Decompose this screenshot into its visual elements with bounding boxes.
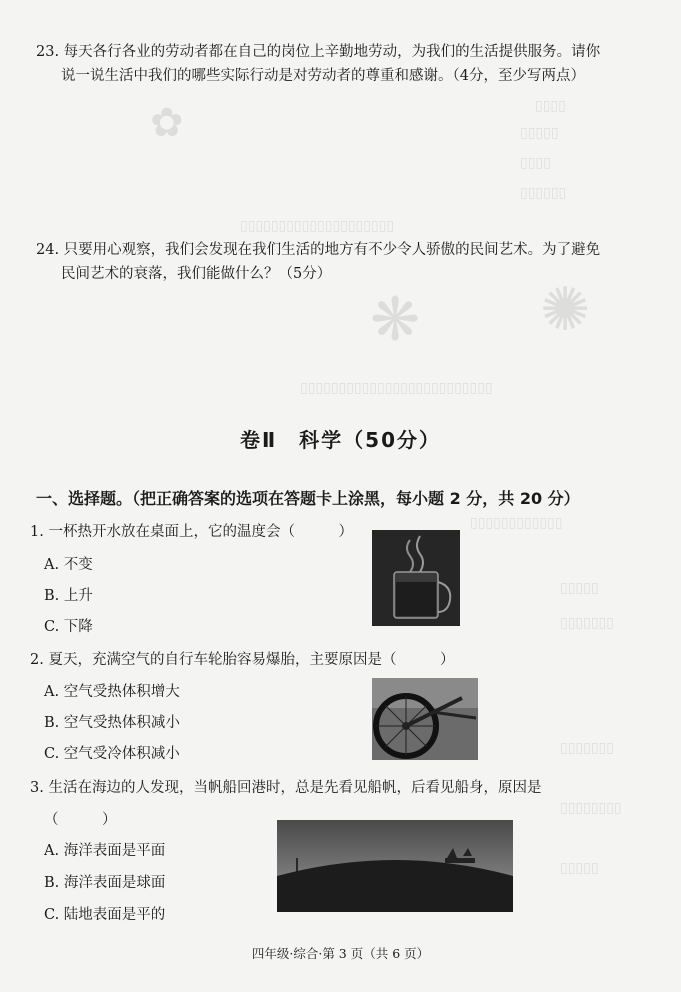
- bleed-through-mark: ▯▯▯▯▯▯▯: [560, 615, 614, 631]
- question-23-line-1: [36, 40, 600, 61]
- mc-question-2-option-a: A. 空气受热体积增大: [44, 684, 180, 700]
- hot-water-cup-photo: [372, 530, 460, 626]
- section-title: 卷Ⅱ 科学（50分）: [239, 428, 441, 452]
- page-footer: 四年级·综合·第 3 页（共 6 页）: [251, 946, 430, 961]
- bicycle-wheel-photo: [372, 678, 478, 760]
- question-text: 只要用心观察，我们会发现在我们生活的地方有不少令人骄傲的民间艺术。为了避免: [63, 242, 601, 258]
- mc-question-2-option-b: B. 空气受热体积减小: [44, 715, 180, 731]
- bleed-through-mark: ▯▯▯▯▯: [560, 580, 599, 596]
- bleed-through-mark: ▯▯▯▯▯▯: [520, 185, 567, 201]
- mc-question-1-stem: 1. 一杯热开水放在桌面上，它的温度会（ ）: [30, 524, 353, 540]
- bicycle-wheel-illustration: [372, 678, 478, 760]
- mc-question-3-option-a: A. 海洋表面是平面: [44, 843, 166, 859]
- bleed-through-mark: ▯▯▯▯: [535, 98, 566, 114]
- mc-question-3-stem: 3. 生活在海边的人发现，当帆船回港时，总是先看见船帆，后看见船身，原因是: [30, 780, 542, 796]
- bleed-through-mark: ▯▯▯▯▯▯▯▯▯▯▯▯: [470, 515, 563, 531]
- mc-question-2-option-c: C. 空气受冷体积减小: [44, 746, 180, 762]
- sea-horizon-ship-photo: [277, 820, 513, 912]
- mc-question-3-option-b: B. 海洋表面是球面: [44, 875, 166, 891]
- bleed-through-mark: ▯▯▯▯▯: [560, 860, 599, 876]
- bleed-through-mark: ▯▯▯▯▯▯▯▯▯▯▯▯▯▯▯▯▯▯▯▯▯▯▯▯▯: [300, 380, 493, 396]
- question-number: 23.: [36, 44, 60, 60]
- bleed-through-mark: ▯▯▯▯▯: [520, 125, 559, 141]
- hot-water-cup-illustration: [372, 530, 460, 626]
- mc-question-1-option-a: A. 不变: [44, 557, 93, 573]
- question-text: 说一说生活中我们的哪些实际行动是对劳动者的尊重和感谢。（4分，至少写两点）: [61, 68, 585, 84]
- sea-horizon-illustration: [277, 820, 513, 912]
- mc-question-3-stem-blank: （ ）: [44, 812, 117, 828]
- mc-question-1-option-c: C. 下降: [44, 619, 93, 635]
- bleed-through-mark: ▯▯▯▯: [520, 155, 551, 171]
- bleed-through-mark: ✺: [540, 275, 591, 345]
- part-heading: 一、选择题。（把正确答案的选项在答题卡上涂黑，每小题 2 分，共 20 分）: [36, 489, 580, 508]
- bleed-through-mark: ▯▯▯▯▯▯▯▯▯▯▯▯▯▯▯▯▯▯▯▯: [240, 218, 395, 234]
- mc-question-3-option-c: C. 陆地表面是平的: [44, 907, 166, 923]
- mc-question-2-stem: 2. 夏天，充满空气的自行车轮胎容易爆胎，主要原因是（ ）: [30, 652, 455, 668]
- question-number: 24.: [36, 242, 60, 258]
- question-text: 每天各行各业的劳动者都在自己的岗位上辛勤地劳动，为我们的生活提供服务。请你: [63, 44, 601, 60]
- question-24-line-1: [36, 238, 600, 259]
- mc-question-1-option-b: B. 上升: [44, 588, 93, 604]
- question-text: 民间艺术的衰落，我们能做什么？（5分）: [61, 266, 332, 282]
- question-23-line-2: [61, 64, 585, 85]
- bleed-through-mark: ✿: [150, 100, 184, 146]
- bleed-through-mark: ▯▯▯▯▯▯▯▯: [560, 800, 622, 816]
- question-24-line-2: [61, 262, 331, 283]
- bleed-through-mark: ❋: [370, 285, 421, 355]
- bleed-through-mark: ▯▯▯▯▯▯▯: [560, 740, 614, 756]
